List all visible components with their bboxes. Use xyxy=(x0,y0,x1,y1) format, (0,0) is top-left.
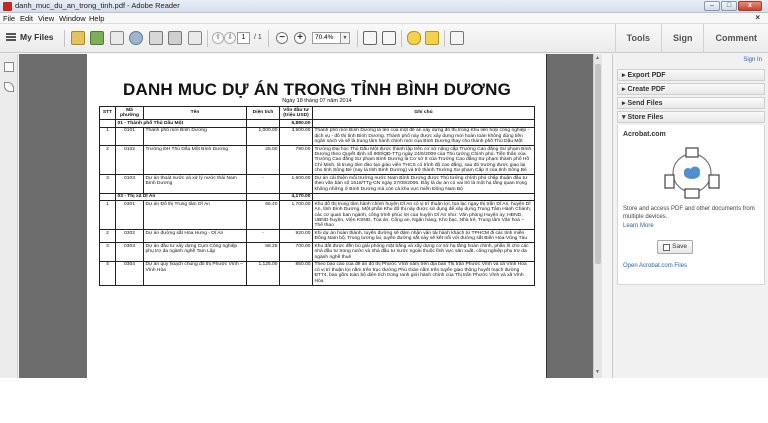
table-row xyxy=(100,146,535,175)
cell-area: 1,125.00 xyxy=(247,261,280,285)
save-label: Save xyxy=(672,243,687,250)
header-notes: Ghi chú xyxy=(313,107,535,120)
document-title: DANH MUC DỰ ÁN TRONG TỈNH BÌNH DƯƠNG xyxy=(123,80,511,99)
section-label: Export PDF xyxy=(627,72,666,79)
email-icon[interactable] xyxy=(188,31,202,45)
cell-investment: 1,700.00 xyxy=(280,201,313,230)
group-total: 5,890.00 xyxy=(280,120,313,128)
title-bar xyxy=(0,0,768,13)
window-controls xyxy=(704,1,762,11)
header-investment: Vốn đầu tư (triệu USD) xyxy=(280,107,313,120)
cell-name: Dự án Đô thị Trung tâm Dĩ An xyxy=(144,201,247,230)
tab-comment[interactable]: Comment xyxy=(703,24,768,53)
group-name: 03 - Thị xã Dĩ An xyxy=(116,193,247,201)
cloud-devices-icon xyxy=(662,145,722,201)
zoom-level-input[interactable]: 70.4% xyxy=(312,32,341,44)
save-to-acrobat-button[interactable] xyxy=(657,240,693,254)
my-files-label: My Files xyxy=(20,32,54,42)
toolbar-separator xyxy=(64,30,65,47)
cell-investment: 700.00 xyxy=(280,243,313,261)
learn-more-link[interactable]: Learn More xyxy=(623,223,654,229)
toolbar-separator xyxy=(401,30,402,47)
cell-area: 1,000.00 xyxy=(247,127,280,145)
section-label: Create PDF xyxy=(627,86,666,93)
group-row xyxy=(100,120,535,128)
cell-investment: 850.00 xyxy=(280,261,313,285)
zoom-in-button[interactable]: + xyxy=(294,32,306,44)
zoom-out-button[interactable]: − xyxy=(276,32,288,44)
table-row xyxy=(100,175,535,193)
tab-tools[interactable]: Tools xyxy=(615,24,661,53)
table-row xyxy=(100,243,535,261)
header-name: Tên xyxy=(144,107,247,120)
page-thumbnails-icon[interactable] xyxy=(4,62,14,72)
chevron-right-icon: ▸ xyxy=(622,86,628,93)
table-row xyxy=(100,261,535,285)
cell-area: 25.00 xyxy=(247,146,280,175)
menu-view[interactable]: View xyxy=(38,14,55,23)
cell-notes: Theo báo cáo của đề án đô thị Phước Vĩnh năm trên địa bàn Thị trấn Phước Vĩnh và xã Vĩnh Hòa có vị trí thuận lợi nằm trên trục đường Phú Giáo nằm trên tuyến giao thông huyết mạch đường ĐT74, bao gồm toàn bộ diện tích trong ranh giới hành chính của Thị trấn Phước Vĩnh và xã Vĩnh Hòa xyxy=(313,261,535,285)
cell-area: - xyxy=(247,230,280,243)
menu-file[interactable]: File xyxy=(3,14,16,23)
cell-code: 0102 xyxy=(116,146,144,175)
maximize-button[interactable]: □ xyxy=(721,1,737,11)
save-icon xyxy=(663,244,670,251)
cell-stt: 2 xyxy=(100,146,116,175)
section-label: Send Files xyxy=(627,100,663,107)
table-row xyxy=(100,127,535,145)
close-window-button[interactable]: x xyxy=(738,1,762,11)
table-row xyxy=(100,230,535,243)
menu-help[interactable]: Help xyxy=(89,14,105,23)
group-name: 01 - Thành phố Thủ Dầu Một xyxy=(116,120,247,128)
cell-code: 0101 xyxy=(116,127,144,145)
section-export-pdf[interactable] xyxy=(617,69,765,81)
cell-name: Dự án đường sắt Hòa Hưng - Dĩ An xyxy=(144,230,247,243)
section-store-files[interactable] xyxy=(617,111,765,123)
tab-sign[interactable]: Sign xyxy=(661,24,704,53)
cloud-upload-icon[interactable] xyxy=(129,31,143,45)
cell-code: 0103 xyxy=(116,175,144,193)
page-number-input[interactable]: 1 xyxy=(237,32,250,44)
cell-area: 68.25 xyxy=(247,243,280,261)
bottom-blank-area xyxy=(0,378,768,423)
navigation-pane xyxy=(0,54,18,378)
scroll-down-icon[interactable]: ▼ xyxy=(595,369,600,375)
cell-notes: Dự án cải thiện môi trường nước Nam Bình Dương được Thủ tướng chính phủ chấp thuận đầu tư theo văn bản số 1518/TTg-CN ngày 27/09/2006. Đây là dự án có vai trò là một hạ tầng quan trọng không những ở Bình Dương mà còn cả khu vực miền Đông Nam Bộ xyxy=(313,175,535,193)
document-date: Ngày 18 tháng 07 năm 2014 xyxy=(282,98,352,104)
pdf-page xyxy=(87,54,547,384)
table-header-row xyxy=(100,107,535,120)
store-files-body xyxy=(617,125,765,285)
cell-notes: Trường Đại học Thủ Dầu Một được thành lập trên cơ sở nâng cấp Trường Cao đẳng Sư phạm Bình Dương theo Quyết định số 900/QĐ-TTg ngày 24/6/2009 của Thủ tướng Chính phủ. Tiền thân của Trường Cao đẳng Sư phạm Bình Dương là Cơ sở 5 của Trường Cao đẳng Sư phạm thành phố Hồ Chí Minh, là trung tâm đào tạo giáo viên THCS có trình độ cao đẳng, sau đó trường được giao lại cho tỉnh Sông Bé (nay là tỉnh Bình Dương) và trở thành Trường Sư phạm Cấp II của tỉnh Sông Bé xyxy=(313,146,535,175)
menu-edit[interactable]: Edit xyxy=(20,14,33,23)
cell-area: 66.40 xyxy=(247,201,280,230)
cell-notes: Khi dự án hoàn thành, tuyến đường sẽ đảm nhận vận tải hành khách từ TPHCM đi các tỉnh miền Đông Nam bộ, Trong tương lai, tuyến đường sắt này sẽ kết nối với đường sắt Biên Hòa-Vũng Tàu xyxy=(313,230,535,243)
create-pdf-icon[interactable] xyxy=(90,31,104,45)
comment-icon[interactable] xyxy=(407,31,421,45)
cell-investment: 1,600.00 xyxy=(280,175,313,193)
toolbar-separator xyxy=(207,30,208,47)
open-acrobat-files-link[interactable]: Open Acrobat.com Files xyxy=(623,263,688,269)
cell-name: Trường ĐH Thủ Dầu Một Bình Dương xyxy=(144,146,247,175)
edit-icon[interactable] xyxy=(110,31,124,45)
cell-investment: 790.00 xyxy=(280,146,313,175)
menu-bar xyxy=(0,13,768,24)
cell-stt: 1 xyxy=(100,127,116,145)
cell-name: Dự án đầu tư xây dựng Cụm Công nghiệp phụ trợ da ngành nghề Tam Lập xyxy=(144,243,247,261)
task-pane-tabs xyxy=(615,24,768,53)
attachments-icon[interactable] xyxy=(4,82,14,92)
projects-table xyxy=(99,106,535,286)
close-document-button[interactable]: × xyxy=(755,13,760,22)
chevron-down-icon: ▾ xyxy=(622,114,628,121)
acrobat-com-label: Acrobat.com xyxy=(623,131,666,138)
chevron-right-icon: ▸ xyxy=(622,72,628,79)
cell-notes: Thành phố mới Bình Dương là tên của một đề án xây dựng đô thị trong Khu liên hợp công nghiệp - dịch vụ - đô thị tỉnh Bình Dương. Thành phố này được xây dựng mới hoàn toàn không dùng tiền ngân sách và sẽ là trung tâm hành chính mới của Bình Dương thay cho thành phố Thủ Dầu Một xyxy=(313,127,535,145)
sign-in-link[interactable]: Sign In xyxy=(743,57,762,63)
scrollbar-thumb[interactable] xyxy=(595,64,601,264)
fit-page-icon[interactable] xyxy=(363,31,377,45)
cell-area: - xyxy=(247,175,280,193)
menu-window[interactable]: Window xyxy=(59,14,86,23)
store-description: Store and access PDF and other documents from multiple devices. xyxy=(623,206,755,220)
cell-name: Dự án thoát nước và xử lý nước thải Nam Bình Dương xyxy=(144,175,247,193)
cell-stt: 2 xyxy=(100,230,116,243)
next-page-icon[interactable]: ⇩ xyxy=(224,32,236,44)
table-row xyxy=(100,201,535,230)
create-icon[interactable] xyxy=(71,31,85,45)
section-create-pdf[interactable] xyxy=(617,83,765,95)
menu-icon xyxy=(6,33,16,41)
page-total: / 1 xyxy=(254,34,262,41)
cell-investment: 3,500.00 xyxy=(280,127,313,145)
highlight-icon[interactable] xyxy=(425,31,439,45)
window-title: danh_muc_du_an_trong_tinh.pdf - Adobe Reader xyxy=(15,1,180,10)
vertical-scrollbar[interactable] xyxy=(593,54,602,378)
header-stt: STT xyxy=(100,107,116,120)
cell-code: 0303 xyxy=(116,243,144,261)
cell-name: Dự án quy hoạch chung đô thị Phước Vĩnh – Vĩnh Hòa xyxy=(144,261,247,285)
toolbar-separator xyxy=(444,30,445,47)
minimize-button[interactable]: – xyxy=(704,1,720,11)
my-files-button[interactable] xyxy=(6,32,54,42)
cell-notes: Khu đất được đền bù giải phóng mặt bằng và xây dựng cơ sở hạ tầng hoàn chỉnh, phần lô cho các nhà đầu tư trong nước và nhà đầu tư nước ngoài thuộc lĩnh vực sản xuất, công nghiệp phụ trợ da ngành nghề thuê xyxy=(313,243,535,261)
zoom-dropdown-icon[interactable]: ▼ xyxy=(341,32,350,44)
print-icon[interactable] xyxy=(168,31,182,45)
header-ward-code: Mã phường xyxy=(116,107,144,120)
tools-panel xyxy=(612,54,768,378)
header-area: Diện tích xyxy=(247,107,280,120)
section-label: Store Files xyxy=(627,114,664,121)
toolbar-separator xyxy=(357,30,358,47)
fit-width-icon[interactable] xyxy=(382,31,396,45)
cell-code: 0302 xyxy=(116,230,144,243)
group-total: 4,170.00 xyxy=(280,193,313,201)
cell-stt: 1 xyxy=(100,201,116,230)
cell-investment: 920.00 xyxy=(280,230,313,243)
section-send-files[interactable] xyxy=(617,97,765,109)
toolbar-separator xyxy=(268,30,269,47)
toolbar xyxy=(0,24,768,53)
cell-notes: Khu đô thị trung tâm hành chính huyện Dĩ An có vị trí thuận lợi, tọa lạc ngay thị trấn Dĩ An, huyện Dĩ An, tỉnh Bình Dương. Một phần Khu đô thị này được sử dụng để xây dựng Trung Tâm Hành Chánh, các cơ quan ban ngành, công trình phúc lợi của huyện Dĩ An như: Văn phòng Huyện ủy, HĐND, UBND huyện, Viện KSND, Tòa án, Công an, Ngân hàng, Kho bạc, Nhà trẻ, Trung tâm Văn hoá – Thể thao xyxy=(313,201,535,230)
cell-stt: 4 xyxy=(100,261,116,285)
scroll-up-icon[interactable]: ▲ xyxy=(595,55,600,61)
pdf-app-icon xyxy=(3,2,12,11)
cell-code: 0301 xyxy=(116,201,144,230)
document-viewport[interactable] xyxy=(19,54,602,378)
cell-stt: 3 xyxy=(100,175,116,193)
cell-stt: 3 xyxy=(100,243,116,261)
chevron-right-icon: ▸ xyxy=(622,100,628,107)
previous-page-icon[interactable]: ⇧ xyxy=(212,32,224,44)
group-row xyxy=(100,193,535,201)
cell-code: 0304 xyxy=(116,261,144,285)
cell-name: Thành phố mới Bình Dương xyxy=(144,127,247,145)
save-icon[interactable] xyxy=(149,31,163,45)
expand-icon[interactable] xyxy=(450,31,464,45)
